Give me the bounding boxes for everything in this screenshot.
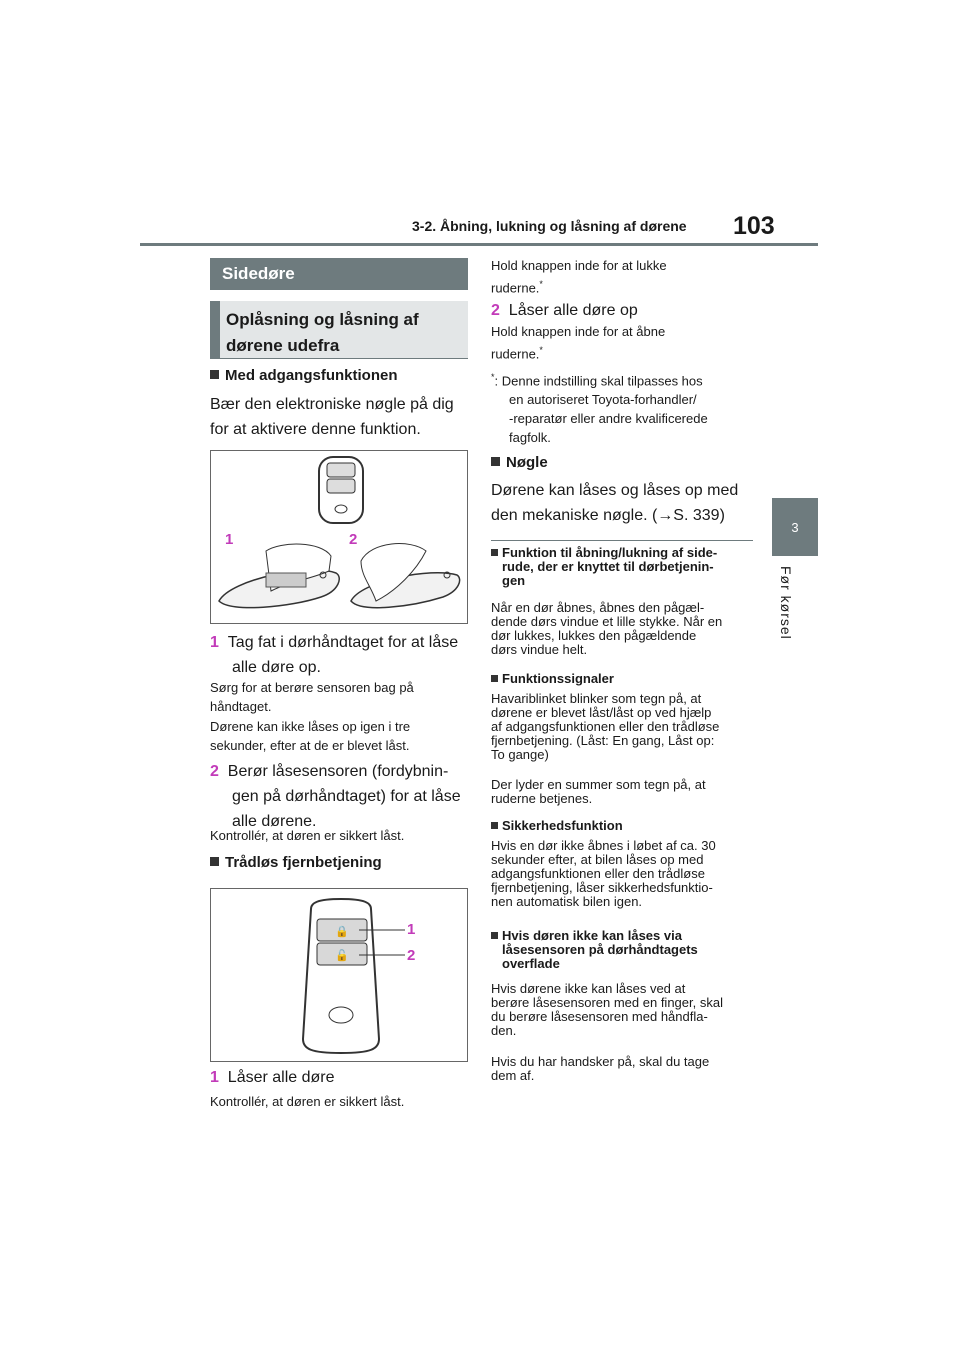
chapter-label: Før kørsel <box>778 566 794 640</box>
remote-step-2: 2 Låser alle døre op <box>491 302 638 319</box>
square-bullet-icon <box>210 370 219 379</box>
heading-access-function: Med adgangsfunktionen <box>210 367 470 384</box>
window-function-paragraph: Når en dør åbnes, åbnes den pågæl- dende dørs vindue et lille stykke. Når en dør lukkes, lukkes den pågældende dørs vindue helt. <box>491 600 723 657</box>
hold-open-windows: Hold knappen inde for at åbne ruderne.* <box>491 324 666 362</box>
heading-wireless-remote: Trådløs fjernbetjening <box>210 854 470 871</box>
step-1-number: 1 <box>210 634 219 651</box>
heading-window-function: Funktion til åbning/lukning af side- rude, der er knyttet til dørbetjenin- gen <box>491 546 753 588</box>
callout-1: 1 <box>225 531 234 548</box>
svg-text:🔓: 🔓 <box>335 950 349 962</box>
header-rule <box>140 243 818 246</box>
subsection-heading-line2: dørene udefra <box>226 336 340 355</box>
note-sensor: Sørg for at berøre sensoren bag på håndtaget. <box>210 680 414 714</box>
heading-safety: Sikkerhedsfunktion <box>491 819 753 833</box>
hold-close-windows: Hold knappen inde for at lukke ruderne.* <box>491 258 667 296</box>
square-bullet-icon <box>491 932 498 939</box>
heading-key: Nøgle <box>491 454 753 471</box>
gloves-paragraph: Hvis du har handsker på, skal du tage dem af. <box>491 1054 710 1083</box>
access-paragraph: Bær den elektroniske nøgle på dig for at aktivere denne funktion. <box>210 396 454 438</box>
footnote: *: Denne indstilling skal tilpasses hos en autoriseret Toyota-forhandler/ -reparatør eller andre kvalificerede fagfolk. <box>491 372 708 446</box>
square-bullet-icon <box>491 822 498 829</box>
remote-step-1: 1 Låser alle døre <box>210 1069 335 1086</box>
door-handle-figure <box>210 450 468 624</box>
signals-paragraph: Havariblinket blinker som tegn på, at dørene er blevet låst/låst op ved hjælp af adgangsfunktionen eller den trådløse fjernbetjening. (Låst: En gang, Låst op: To gange) <box>491 691 720 762</box>
running-header-title: 3-2. Åbning, lukning og låsning af dørene <box>412 218 687 234</box>
chapter-number: 3 <box>791 519 799 535</box>
heading-signals: Funktionssignaler <box>491 672 753 686</box>
door-handle-illustration <box>211 451 467 623</box>
chapter-tab <box>772 498 818 556</box>
svg-text:🔒: 🔒 <box>335 926 349 938</box>
square-bullet-icon <box>210 857 219 866</box>
callout-2: 2 <box>407 947 416 964</box>
callout-1: 1 <box>407 921 416 938</box>
section-heading: Sidedøre <box>210 258 468 290</box>
step-2-number: 2 <box>210 763 219 780</box>
step-2: 2 Berør låsesensoren (fordybnin- gen på dørhåndtaget) for at låse alle dørene. <box>210 763 461 830</box>
subsection-heading <box>210 301 468 359</box>
buzzer-paragraph: Der lyder en summer som tegn på, at ruderne betjenes. <box>491 777 706 806</box>
remote-figure <box>210 888 468 1062</box>
remote-illustration <box>211 889 467 1061</box>
safety-paragraph: Hvis en dør ikke åbnes i løbet af ca. 30 sekunder efter, at bilen låses op med adgangsfunktionen eller den trådløse fjernbetjening, låser sikkerhedsfunktio- nen automatisk bilen igen. <box>491 838 716 909</box>
key-paragraph: Dørene kan låses og låses op med den mekaniske nøgle. (→S. 339) <box>491 482 739 524</box>
callout-2: 2 <box>349 531 358 548</box>
subsection-heading-line1: Oplåsning og låsning af <box>226 310 419 329</box>
page-number: 103 <box>733 212 775 240</box>
heading-cannot-lock: Hvis døren ikke kan låses via låsesensoren på dørhåndtagets overflade <box>491 929 753 971</box>
note-relock: Dørene kan ikke låses op igen i tre sekunder, efter at de er blevet låst. <box>210 719 411 753</box>
step-1: 1 Tag fat i dørhåndtaget for at låse alle døre op. <box>210 634 459 676</box>
cannot-lock-paragraph: Hvis dørene ikke kan låses ved at berøre låsesensoren med en finger, skal du berøre låsesensoren med håndfla- den. <box>491 981 723 1038</box>
square-bullet-icon <box>491 549 498 556</box>
square-bullet-icon <box>491 457 500 466</box>
divider <box>491 540 753 541</box>
note-check-locked-2: Kontrollér, at døren er sikkert låst. <box>210 1094 405 1109</box>
square-bullet-icon <box>491 675 498 682</box>
note-check-locked: Kontrollér, at døren er sikkert låst. <box>210 828 405 843</box>
